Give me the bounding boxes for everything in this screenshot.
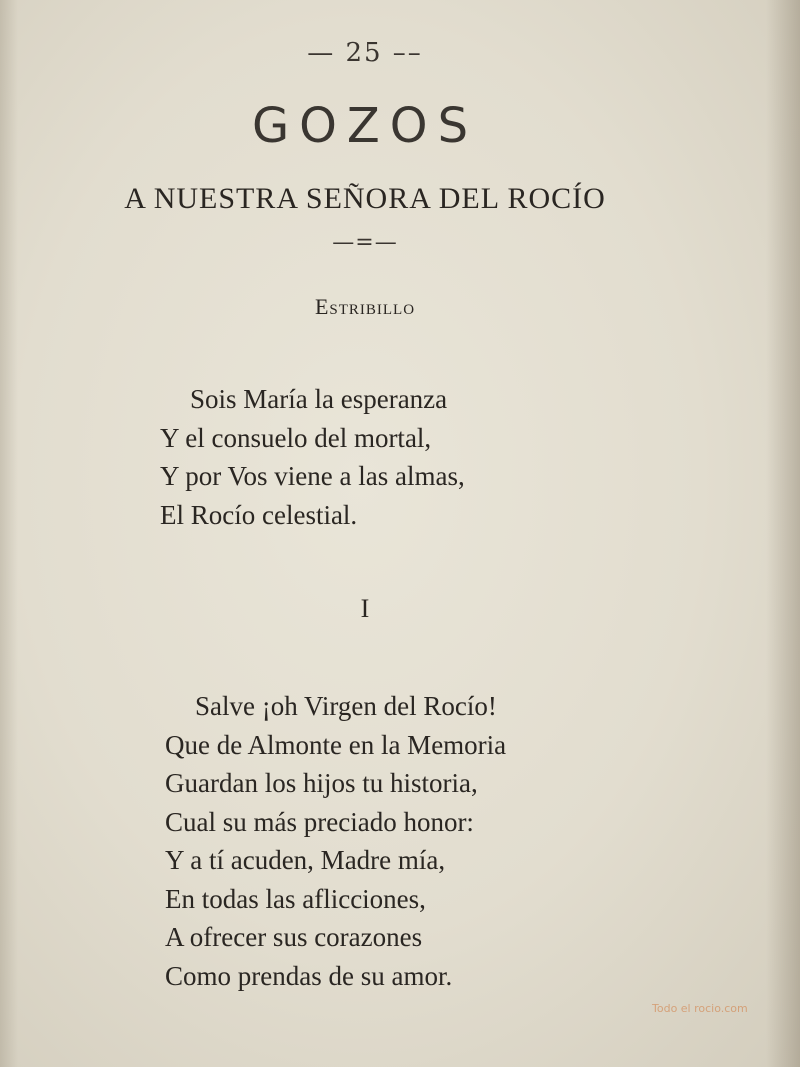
page-title: GOZOS	[251, 98, 479, 154]
verse-line: A ofrecer sus corazones	[165, 922, 423, 952]
section-heading-estribillo	[0, 294, 730, 320]
verse-line: Guardan los hijos tu historia,	[165, 768, 478, 798]
verse-line: Y a tí acuden, Madre mía,	[165, 845, 446, 875]
verse-line: Como prendas de su amor.	[165, 960, 453, 991]
stanza-i-verse	[165, 687, 506, 995]
page-subtitle: A NUESTRA SEÑORA DEL ROCÍO	[124, 182, 606, 215]
verse-line: Y el consuelo del mortal,	[160, 422, 432, 453]
verse-line: Sois María la esperanza	[190, 384, 448, 414]
page-shadow-left	[0, 0, 18, 1067]
verse-line: Cual su más preciado honor:	[165, 806, 474, 837]
section-heading-text: Estribillo	[314, 294, 416, 319]
ornament-divider: —=—	[332, 230, 398, 255]
verse-line: Salve ¡oh Virgen del Rocío!	[195, 691, 497, 721]
verse-line: Que de Almonte en la Memoria	[165, 729, 507, 760]
watermark: Todo el rocio.com	[652, 1002, 748, 1015]
page-number: — 25 ––	[307, 38, 423, 68]
estribillo-verse	[160, 380, 465, 534]
verse-line: El Rocío celestial.	[160, 499, 358, 530]
verse-line: En todas las aflicciones,	[165, 883, 426, 914]
verse-line: Y por Vos viene a las almas,	[160, 461, 465, 491]
stanza-number: I	[360, 594, 370, 623]
page-shadow-right	[766, 0, 800, 1067]
